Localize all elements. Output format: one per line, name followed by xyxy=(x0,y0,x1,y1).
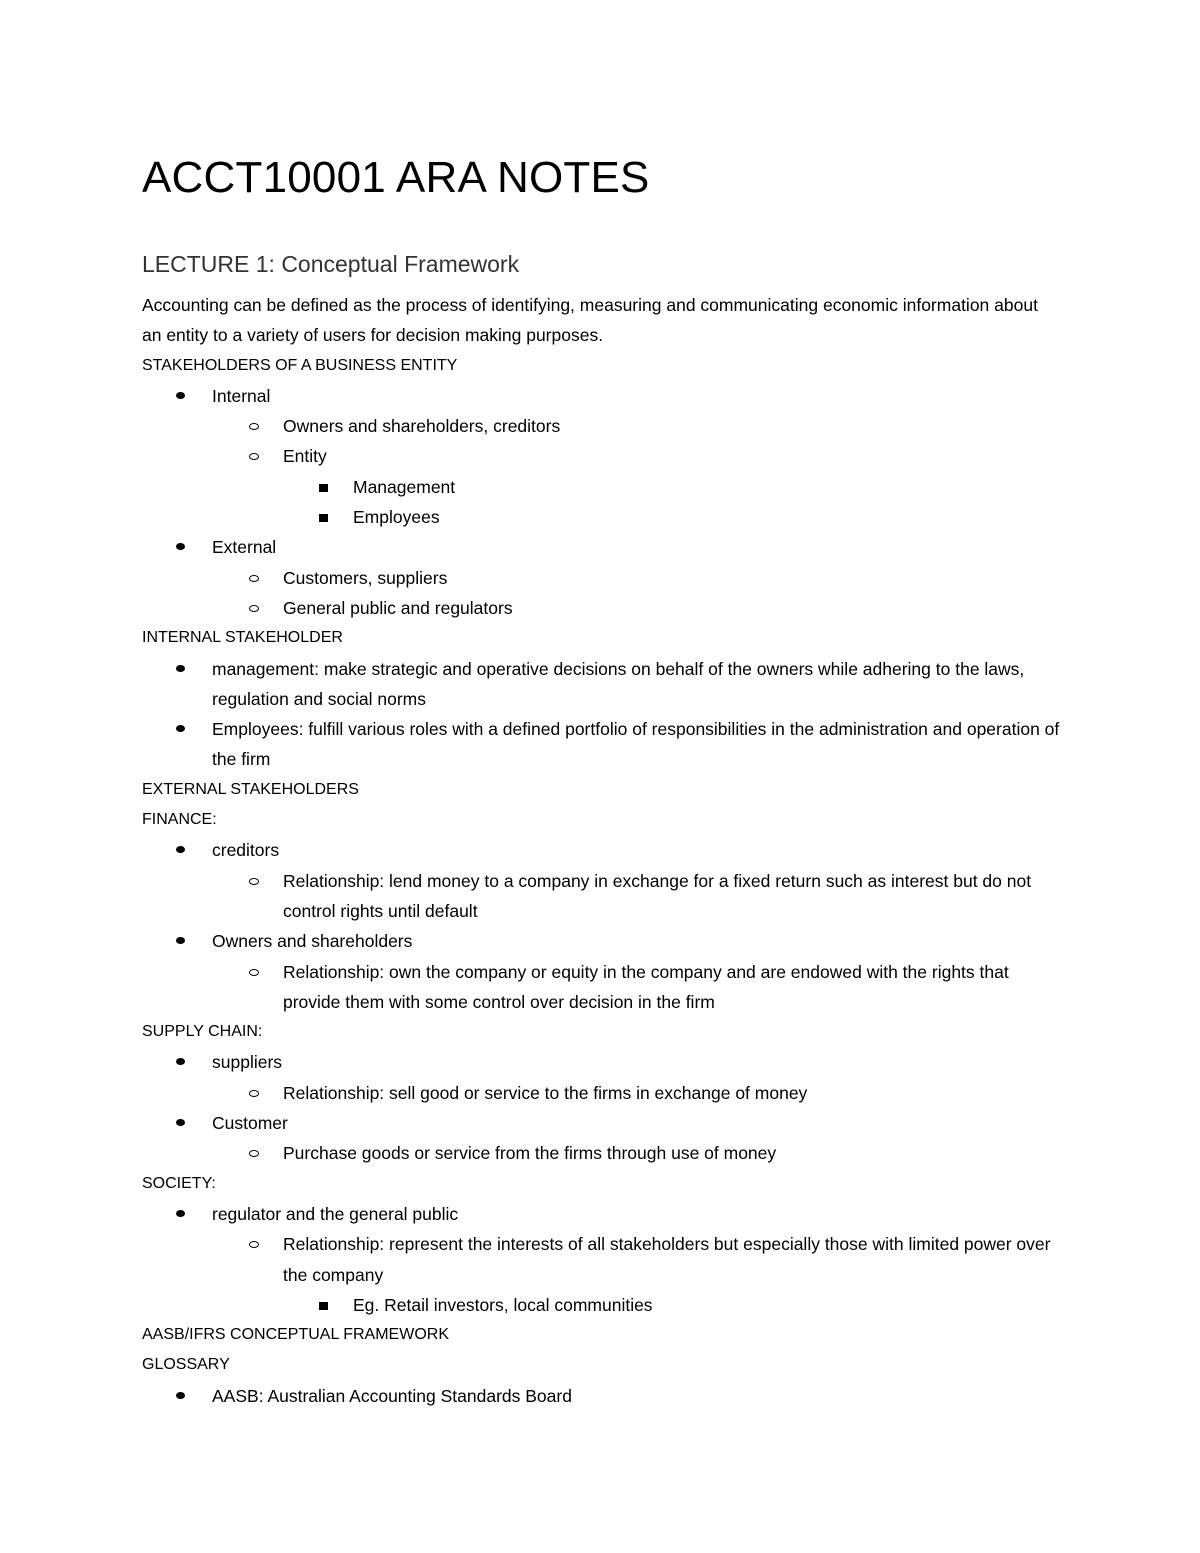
list-item-internal-management xyxy=(142,654,1062,715)
filled-circle-bullet-icon xyxy=(176,846,185,853)
hollow-circle-bullet-icon xyxy=(249,1150,259,1157)
external-section-label: EXTERNAL STAKEHOLDERS xyxy=(142,780,359,798)
list-item-text: Owners and shareholders xyxy=(212,931,413,952)
internal-section-label: INTERNAL STAKEHOLDER xyxy=(142,629,343,647)
list-item-internal xyxy=(142,381,1062,411)
list-item-text: Employees: fulfill various roles with a defined portfolio of responsibilities in the administration and operation of the firm xyxy=(212,719,1060,770)
hollow-circle-bullet-icon xyxy=(249,878,259,885)
list-item-creditors xyxy=(142,835,1062,865)
list-item-regulator xyxy=(142,1199,1062,1229)
list-item-regulator-relationship xyxy=(142,1229,1062,1290)
framework-section-label: AASB/IFRS CONCEPTUAL FRAMEWORK xyxy=(142,1326,449,1344)
filled-circle-bullet-icon xyxy=(176,1119,185,1126)
document-title: ACCT10001 ARA NOTES xyxy=(142,153,650,202)
list-item-owners-relationship xyxy=(142,957,1062,1018)
list-item-text: Management xyxy=(353,476,456,497)
list-item-management xyxy=(142,472,1062,502)
list-item-text: Entity xyxy=(283,446,327,467)
filled-circle-bullet-icon xyxy=(176,937,185,944)
list-item-creditors-relationship xyxy=(142,866,1062,927)
list-item-suppliers-relationship xyxy=(142,1078,1062,1108)
filled-circle-bullet-icon xyxy=(176,725,185,732)
list-item-text: Relationship: lend money to a company in exchange for a fixed return such as interest but do not control rights until default xyxy=(283,870,1032,921)
list-item-text: Employees xyxy=(353,507,440,528)
list-item-text: Eg. Retail investors, local communities xyxy=(353,1294,653,1315)
finance-section-label: FINANCE: xyxy=(142,811,217,829)
hollow-circle-bullet-icon xyxy=(249,1090,259,1097)
list-item-external xyxy=(142,532,1062,562)
filled-circle-bullet-icon xyxy=(176,665,185,672)
list-item-customers-suppliers xyxy=(142,563,1062,593)
lecture-heading: LECTURE 1: Conceptual Framework xyxy=(142,251,520,277)
square-bullet-icon xyxy=(319,514,328,522)
hollow-circle-bullet-icon xyxy=(249,453,259,460)
list-item-text: management: make strategic and operative decisions on behalf of the owners while adhering to the laws, regulation and social norms xyxy=(212,658,1025,709)
hollow-circle-bullet-icon xyxy=(249,423,259,430)
list-item-text: regulator and the general public xyxy=(212,1203,459,1224)
list-item-employees xyxy=(142,502,1062,532)
list-item-text: Relationship: own the company or equity in the company and are endowed with the rights that provide them with some control over decision in the firm xyxy=(283,961,1009,1012)
list-item-text: creditors xyxy=(212,840,280,861)
square-bullet-icon xyxy=(319,484,328,492)
list-item-owners xyxy=(142,411,1062,441)
hollow-circle-bullet-icon xyxy=(249,1241,259,1248)
list-item-text: Relationship: sell good or service to the firms in exchange of money xyxy=(283,1082,808,1103)
document-page xyxy=(142,148,1062,1411)
list-item-text: External xyxy=(212,537,277,558)
supply-chain-section-label: SUPPLY CHAIN: xyxy=(142,1023,263,1041)
list-item-suppliers xyxy=(142,1047,1062,1077)
list-item-text: Owners and shareholders, creditors xyxy=(283,416,561,437)
filled-circle-bullet-icon xyxy=(176,1210,185,1217)
intro-paragraph: Accounting can be defined as the process of identifying, measuring and communicating economic information about an entity to a variety of users for decision making purposes. xyxy=(142,295,1038,346)
stakeholders-section-label: STAKEHOLDERS OF A BUSINESS ENTITY xyxy=(142,356,458,374)
list-item-example xyxy=(142,1290,1062,1320)
list-item-text: Purchase goods or service from the firms through use of money xyxy=(283,1143,777,1164)
filled-circle-bullet-icon xyxy=(176,1392,185,1399)
list-item-customer-relationship xyxy=(142,1138,1062,1168)
hollow-circle-bullet-icon xyxy=(249,575,259,582)
filled-circle-bullet-icon xyxy=(176,543,185,550)
list-item-aasb xyxy=(142,1381,1062,1411)
glossary-section-label: GLOSSARY xyxy=(142,1356,230,1374)
list-item-text: Customers, suppliers xyxy=(283,567,448,588)
list-item-internal-employees xyxy=(142,714,1062,775)
list-item-text: Customer xyxy=(212,1113,288,1134)
list-item-text: General public and regulators xyxy=(283,597,513,618)
list-item-finance-owners xyxy=(142,926,1062,956)
list-item-public-regulators xyxy=(142,593,1062,623)
filled-circle-bullet-icon xyxy=(176,392,185,399)
square-bullet-icon xyxy=(319,1302,328,1310)
list-item-text: Internal xyxy=(212,385,271,406)
list-item-text: suppliers xyxy=(212,1052,283,1073)
list-item-entity xyxy=(142,441,1062,471)
society-section-label: SOCIETY: xyxy=(142,1174,216,1192)
hollow-circle-bullet-icon xyxy=(249,605,259,612)
list-item-text: AASB: Australian Accounting Standards Board xyxy=(212,1385,572,1406)
list-item-customer xyxy=(142,1108,1062,1138)
list-item-text: Relationship: represent the interests of all stakeholders but especially those with limited power over the company xyxy=(283,1234,1051,1285)
filled-circle-bullet-icon xyxy=(176,1058,185,1065)
hollow-circle-bullet-icon xyxy=(249,969,259,976)
